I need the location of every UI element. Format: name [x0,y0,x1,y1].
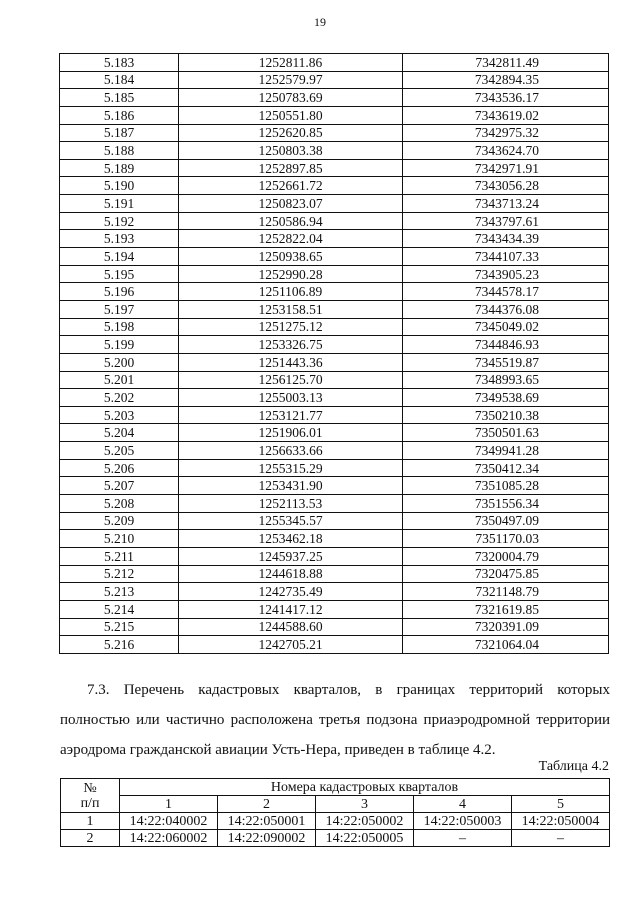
table-row [60,265,609,283]
point-number: 5.213 [60,583,179,601]
point-number: 5.211 [60,547,179,565]
coord-x: 1242705.21 [179,636,403,654]
coord-y: 7351085.28 [403,477,609,495]
coord-y: 7321619.85 [403,600,609,618]
coord-x: 1256125.70 [179,371,403,389]
coord-y: 7343619.02 [403,106,609,124]
coord-y: 7345049.02 [403,318,609,336]
table-row [60,583,609,601]
table-row [60,230,609,248]
coord-x: 1255003.13 [179,389,403,407]
table-row [60,442,609,460]
coord-y: 7343713.24 [403,195,609,213]
point-number: 5.206 [60,459,179,477]
coord-x: 1252579.97 [179,71,403,89]
point-number: 5.184 [60,71,179,89]
coord-x: 1253462.18 [179,530,403,548]
table-row [60,406,609,424]
coord-x: 1251106.89 [179,283,403,301]
point-number: 5.215 [60,618,179,636]
point-number: 5.194 [60,248,179,266]
point-number: 5.196 [60,283,179,301]
cadastral-number: 14:22:090002 [218,830,316,847]
point-number: 5.187 [60,124,179,142]
table-row [60,353,609,371]
point-number: 5.210 [60,530,179,548]
coord-x: 1252661.72 [179,177,403,195]
coord-x: 1244618.88 [179,565,403,583]
point-number: 5.214 [60,600,179,618]
table-row [60,495,609,513]
point-number: 5.193 [60,230,179,248]
table-row [60,142,609,160]
coord-x: 1244588.60 [179,618,403,636]
coord-x: 1253431.90 [179,477,403,495]
coord-x: 1256633.66 [179,442,403,460]
coord-y: 7344578.17 [403,283,609,301]
coord-y: 7345519.87 [403,353,609,371]
point-number: 5.201 [60,371,179,389]
table-row [60,177,609,195]
point-number: 5.205 [60,442,179,460]
table-row [60,618,609,636]
group-header: Номера кадастровых кварталов [120,779,610,796]
paragraph-line-3: аэродрома гражданской авиации Усть-Нера, приведен в таблице 4.2. [60,742,496,758]
coord-x: 1253326.75 [179,336,403,354]
coord-y: 7342811.49 [403,54,609,72]
coord-x: 1252113.53 [179,495,403,513]
table-row [60,195,609,213]
point-number: 5.191 [60,195,179,213]
point-number: 5.192 [60,212,179,230]
point-number: 5.185 [60,89,179,107]
table-caption: Таблица 4.2 [538,759,609,774]
col-number-3: 3 [316,796,414,813]
coord-y: 7320004.79 [403,547,609,565]
coord-y: 7350497.09 [403,512,609,530]
table-row [61,813,610,830]
coord-y: 7320391.09 [403,618,609,636]
coord-y: 7343624.70 [403,142,609,160]
table-row [60,159,609,177]
coord-x: 1242735.49 [179,583,403,601]
coord-y: 7350501.63 [403,424,609,442]
coord-x: 1250586.94 [179,212,403,230]
coord-x: 1241417.12 [179,600,403,618]
point-number: 5.197 [60,300,179,318]
table-row [60,547,609,565]
num-header-cell [61,779,120,813]
coord-y: 7351556.34 [403,495,609,513]
coord-x: 1250938.65 [179,248,403,266]
table-row [60,106,609,124]
num-header-bottom: п/п [80,795,100,811]
cadastral-number: 14:22:050004 [512,813,610,830]
point-number: 5.208 [60,495,179,513]
coord-y: 7320475.85 [403,565,609,583]
coord-x: 1250551.80 [179,106,403,124]
coord-x: 1250803.38 [179,142,403,160]
table-row [60,283,609,301]
table-row [60,318,609,336]
cadastral-number: 14:22:050002 [316,813,414,830]
coord-y: 7342971.91 [403,159,609,177]
coord-y: 7344846.93 [403,336,609,354]
coord-y: 7343056.28 [403,177,609,195]
coord-x: 1252620.85 [179,124,403,142]
row-number: 1 [61,813,120,830]
col-number-4: 4 [414,796,512,813]
coord-y: 7350210.38 [403,406,609,424]
coord-x: 1250783.69 [179,89,403,107]
coord-y: 7321148.79 [403,583,609,601]
point-number: 5.202 [60,389,179,407]
table-row [60,530,609,548]
table-row [60,424,609,442]
coord-x: 1252811.86 [179,54,403,72]
coord-x: 1255315.29 [179,459,403,477]
point-number: 5.190 [60,177,179,195]
coord-y: 7342894.35 [403,71,609,89]
cadastral-number: 14:22:060002 [120,830,218,847]
col-number-5: 5 [512,796,610,813]
coord-y: 7350412.34 [403,459,609,477]
col-number-2: 2 [218,796,316,813]
table-row [60,71,609,89]
coord-y: 7343434.39 [403,230,609,248]
point-number: 5.198 [60,318,179,336]
coord-y: 7343905.23 [403,265,609,283]
coord-x: 1251443.36 [179,353,403,371]
table-row [60,54,609,72]
point-number: 5.188 [60,142,179,160]
cadastral-number: 14:22:050003 [414,813,512,830]
table-row [60,636,609,654]
col-number-1: 1 [120,796,218,813]
cadastral-table [60,778,610,847]
point-number: 5.216 [60,636,179,654]
point-number: 5.199 [60,336,179,354]
coord-x: 1255345.57 [179,512,403,530]
table-row [60,512,609,530]
point-number: 5.189 [60,159,179,177]
cadastral-number: – [414,830,512,847]
point-number: 5.183 [60,54,179,72]
table-row [61,830,610,847]
table-row [60,248,609,266]
table-row [60,212,609,230]
table-row [60,371,609,389]
paragraph-line-2: полностью или частично расположена третья подзона приаэродромной территории [60,712,610,728]
coord-x: 1250823.07 [179,195,403,213]
table-row [60,124,609,142]
point-number: 5.204 [60,424,179,442]
point-number: 5.207 [60,477,179,495]
coord-x: 1253121.77 [179,406,403,424]
row-number: 2 [61,830,120,847]
coord-y: 7343536.17 [403,89,609,107]
point-number: 5.203 [60,406,179,424]
table-row [60,565,609,583]
table-row [60,459,609,477]
num-header-top: № [83,780,97,796]
cadastral-number: – [512,830,610,847]
coord-y: 7344107.33 [403,248,609,266]
coord-y: 7342975.32 [403,124,609,142]
coord-x: 1252822.04 [179,230,403,248]
point-number: 5.195 [60,265,179,283]
coord-y: 7349538.69 [403,389,609,407]
coord-y: 7343797.61 [403,212,609,230]
table-row [60,336,609,354]
point-number: 5.212 [60,565,179,583]
table-row [60,477,609,495]
table-row [60,389,609,407]
cadastral-number: 14:22:050001 [218,813,316,830]
table-row [60,600,609,618]
coord-y: 7321064.04 [403,636,609,654]
cadastral-number: 14:22:040002 [120,813,218,830]
coord-x: 1245937.25 [179,547,403,565]
table-row [60,300,609,318]
coord-y: 7351170.03 [403,530,609,548]
coord-x: 1251275.12 [179,318,403,336]
coord-x: 1252897.85 [179,159,403,177]
coord-x: 1252990.28 [179,265,403,283]
paragraph-line-1: 7.3. Перечень кадастровых кварталов, в границах территорий которых [87,682,610,698]
point-number: 5.186 [60,106,179,124]
coord-y: 7344376.08 [403,300,609,318]
cadastral-number: 14:22:050005 [316,830,414,847]
page-number: 19 [314,15,326,29]
coord-x: 1253158.51 [179,300,403,318]
coord-y: 7348993.65 [403,371,609,389]
point-number: 5.200 [60,353,179,371]
point-number: 5.209 [60,512,179,530]
coord-x: 1251906.01 [179,424,403,442]
coordinates-table [59,53,609,654]
table-row [60,89,609,107]
coord-y: 7349941.28 [403,442,609,460]
